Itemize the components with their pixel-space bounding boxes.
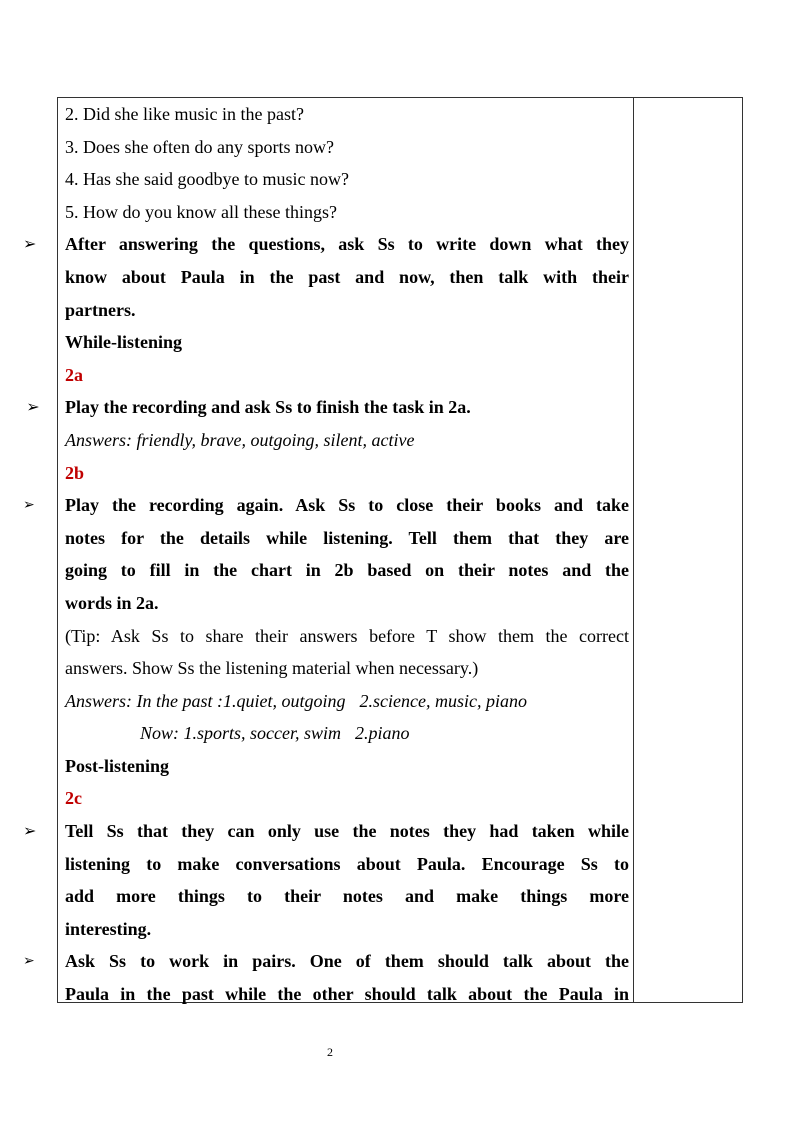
section-2a-answers: Answers: friendly, brave, outgoing, silent, active (65, 429, 415, 450)
section-2b-tip-line-1: (Tip: Ask Ss to share their answers before T show them the correct (65, 625, 629, 646)
section-2c-line-4: interesting. (65, 918, 152, 939)
section-2a-label: 2a (65, 364, 83, 385)
after-answering-line-2: know about Paula in the past and now, then talk with their (65, 266, 629, 287)
bullet-arrow-icon: ➢ (23, 821, 37, 841)
section-2c-line-2: listening to make conversations about Paula. Encourage Ss to (65, 853, 629, 874)
section-2b-answers-past: Answers: In the past :1.quiet, outgoing 2.science, music, piano (65, 690, 527, 711)
section-2b-line-3: going to fill in the chart in 2b based on their notes and the (65, 560, 629, 581)
column-divider (633, 98, 634, 1002)
question-5: 5. How do you know all these things? (65, 201, 337, 222)
bullet-arrow-icon: ➢ (23, 953, 35, 970)
page-number: 2 (327, 1045, 333, 1059)
while-listening-heading: While-listening (65, 332, 183, 353)
question-2: 2. Did she like music in the past? (65, 104, 304, 124)
section-2b-answers-now: Now: 1.sports, soccer, swim 2.piano (140, 723, 410, 744)
bullet-arrow-icon: ➢ (23, 497, 35, 514)
lesson-content-cell (23, 98, 629, 1011)
post-listening-heading: Post-listening (65, 755, 170, 776)
bullet-arrow-icon: ➢ (26, 397, 40, 417)
bullet-arrow-icon: ➢ (23, 234, 37, 254)
section-2a-instruction: ➢ Play the recording and ask Ss to finish the task in 2a. (65, 391, 629, 424)
question-3: 3. Does she often do any sports now? (65, 136, 334, 157)
section-2c-line-1: ➢ Tell Ss that they can only use the notes they had taken while (65, 815, 629, 848)
after-answering-line-1: ➢ After answering the questions, ask Ss to write down what they (65, 228, 629, 261)
section-2c-label: 2c (65, 788, 82, 809)
section-2b-label: 2b (65, 462, 85, 483)
section-2c-pairs-line-1: ➢ Ask Ss to work in pairs. One of them should talk about the (65, 945, 629, 978)
section-2b-tip-line-2: answers. Show Ss the listening material when necessary.) (65, 658, 479, 679)
section-2c-line-3: add more things to their notes and make things more (65, 886, 629, 907)
section-2b-line-2: notes for the details while listening. Tell them that they are (65, 527, 629, 548)
section-2b-line-1: ➢ Play the recording again. Ask Ss to close their books and take (65, 489, 629, 522)
after-answering-line-3: partners. (65, 299, 136, 320)
section-2c-pairs-line-2: Paula in the past while the other should talk about the Paula in (65, 984, 629, 1005)
question-4: 4. Has she said goodbye to music now? (65, 169, 349, 190)
section-2b-line-4: words in 2a. (65, 592, 159, 613)
lesson-table (23, 97, 743, 1005)
